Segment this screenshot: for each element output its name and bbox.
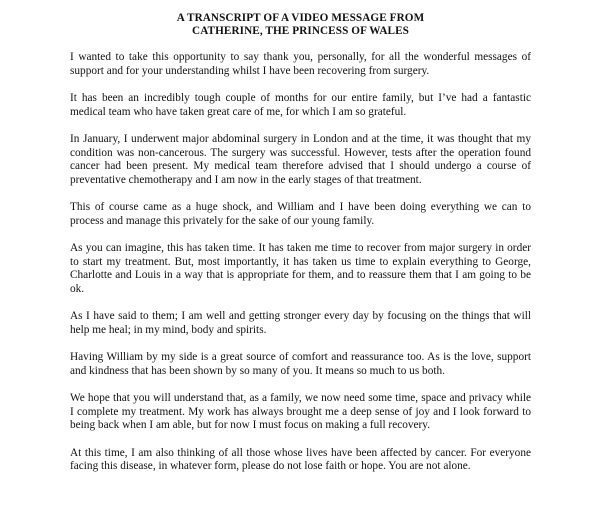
title-line-1: A TRANSCRIPT OF A VIDEO MESSAGE FROM [176, 12, 425, 24]
paragraph-william: Having William by my side is a great source of comfort and reassurance too. As is the love, support and kindness that has been shown by so many of you. It means so much to us both. [70, 351, 531, 377]
paragraph-privacy: We hope that you will understand that, as a family, we now need some time, space and privacy while I complete my treatment. My work has always brought me a deep sense of joy and I look forward to being back when I am able, but for now I must focus on making a full recovery. [70, 392, 531, 432]
paragraph-taken-time: As you can imagine, this has taken time. It has taken me time to recover from major surgery in order to start my treatment. But, most importantly, it has taken us time to explain everything to George, Charlotte and Louis in a way that is appropriate for them, and to reassure them that I am going to be ok. [70, 242, 531, 295]
paragraph-shock: This of course came as a huge shock, and William and I have been doing everything we can to process and manage this privately for the sake of our young family. [70, 201, 531, 227]
paragraph-tough-months: It has been an incredibly tough couple of months for our entire family, but I’ve had a fantastic medical team who have taken great care of me, for which I am so grateful. [70, 91, 531, 118]
paragraph-not-alone: At this time, I am also thinking of all those whose lives have been affected by cancer. For everyone facing this disease, in whatever form, please do not lose faith or hope. You are not alone. [70, 446, 531, 473]
paragraph-thank-you: I wanted to take this opportunity to say thank you, personally, for all the wonderful messages of support and for your understanding whilst I have been recovering from surgery. [70, 51, 531, 77]
document-title [70, 12, 531, 38]
paragraph-getting-stronger: As I have said to them; I am well and getting stronger every day by focusing on the things that will help me heal; in my mind, body and spirits. [70, 310, 531, 336]
title-line-2: CATHERINE, THE PRINCESS OF WALES [192, 25, 409, 37]
paragraph-surgery: In January, I underwent major abdominal surgery in London and at the time, it was thought that my condition was non-cancerous. The surgery was successful. However, tests after the operation found cancer had been present. My medical team therefore advised that I should undergo a course of preventative chemotherapy and I am now in the early stages of that treatment. [70, 132, 531, 186]
